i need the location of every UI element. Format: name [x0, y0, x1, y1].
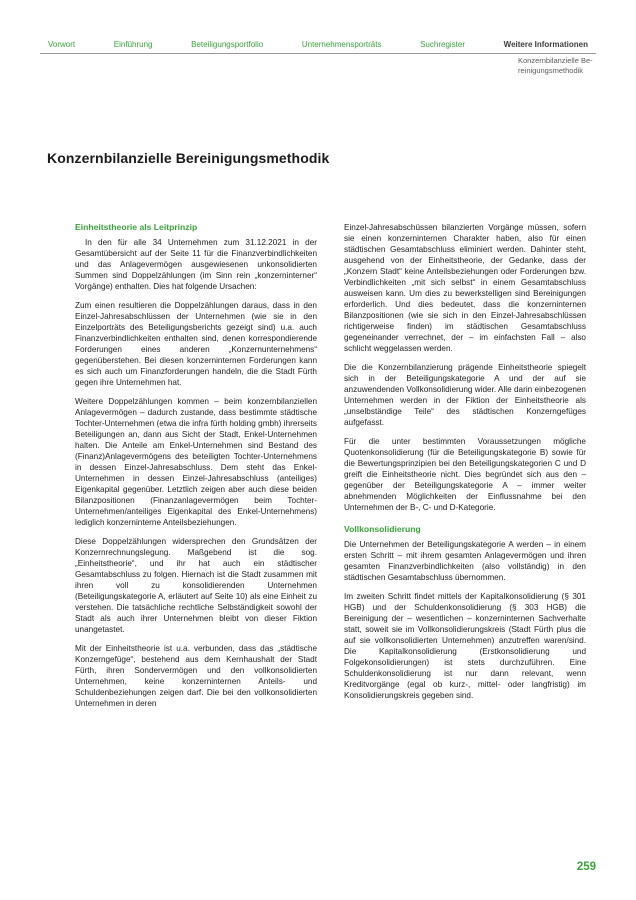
paragraph: Zum einen resultieren die Doppelzählungen daraus, dass in den Einzel-Jahresabschlüssen der Unternehmen (wie sie in den Einzelporträts des Beteiligungsberichts gezeigt sind) u.a. auch Finanzverbindlichkeiten enthalten sind, denen korrespondierende Forderungen eines anderen „Konzernunternehmens“ gegenüberstehen. Bei diesen konzerninternen Forderungen kann es sich auch um Finanzforderungen handeln, die die Stadt Fürth gegen ihre Unternehmen hat.: [75, 301, 317, 387]
top-navigation: [40, 40, 596, 54]
breadcrumb-line-2: reinigungsmethodik: [518, 65, 584, 75]
nav-item-vorwort[interactable]: Vorwort: [48, 40, 76, 49]
paragraph: Im zweiten Schritt findet mittels der Kapitalkonsolidierung (§ 301 HGB) und der Schuldenkonsolidierung (§ 303 HGB) die Bereinigung der – wesentlichen – konzerninternen Sachverhalte statt, soweit sie im Vollkonsolidierungskreis (Stadt Fürth plus die auf sie vollkonsolidierten Unternehmen) anzutreffen waren/sind. Die Kapitalkonsolidierung (Erstkonsolidierung und Folgekonsolidierungen) ist stets durchzuführen. Eine Schuldenkonsolidierung ist nur dann relevant, wenn Kreditvorgänge (egal ob kurz-, mittel- oder langfristig) im Konsolidierungskreis gegeben sind.: [344, 592, 586, 700]
paragraph: Diese Doppelzählungen widersprechen den Grundsätzen der Konzernrechnungslegung. Maßgebend ist die sog. „Einheitstheorie“, und ihr hat auch ein städtischer Gesamtabschluss zu folgen. Hiernach ist die Stadt zusammen mit ihren voll zu konsolidierenden Unternehmen (Beteiligungskategorie A, erläutert auf Seite 10) als eine Einheit zu verstehen. Die tatsächliche rechtliche Selbständigkeit sowohl der Stadt als auch ihrer Unternehmen bleibt von dieser Fiktion unangetastet.: [75, 537, 317, 634]
paragraph: Für die unter bestimmten Voraussetzungen mögliche Quotenkonsolidierung (für die Beteiligungskategorie B) sowie für die Bewertungsprinzipien bei den Beteiligungskategorien C und D greift die Einheitstheorie nicht. Dies begründet sich aus den – gegenüber der Beteiligungskategorie A – immer weiter abnehmenden Möglichkeiten der Einflussnahme bei den Unternehmen der B-, C- und D-Kategorie.: [344, 437, 586, 512]
left-column: [75, 222, 317, 717]
page-title: Konzernbilanzielle Bereinigungsmethodik: [47, 150, 330, 166]
breadcrumb-line-1: Konzernbilanzielle Be-: [518, 56, 593, 65]
nav-row: [48, 40, 588, 49]
page-number: 259: [576, 861, 596, 873]
nav-item-suchregister[interactable]: Suchregister: [420, 40, 466, 49]
paragraph: Die Unternehmen der Beteiligungskategorie A werden – in einem ersten Schritt – mit ihrem gesamten Anlagevermögen und ihren gesamten Finanzverbindlichkeiten (also vollständig) in den städtischen Gesamtabschluss übernommen.: [344, 540, 586, 582]
paragraph: Mit der Einheitstheorie ist u.a. verbunden, dass das „städtische Konzerngefüge“, bestehend aus dem Kernhaushalt der Stadt Fürth, ihren Sondervermögen und den vollkonsolidierten Unternehmen, keine konzerninternen Anteils- und Schuldenbeziehungen zeigen darf. Die bei den vollkonsolidierten Unternehmen in deren: [75, 644, 317, 708]
nav-item-weitere-informationen[interactable]: Weitere Informationen: [503, 40, 588, 49]
nav-item-beteiligungsportfolio[interactable]: Beteiligungsportfolio: [191, 40, 264, 49]
nav-item-einfuehrung[interactable]: Einführung: [113, 40, 153, 49]
right-column: [344, 222, 586, 717]
body-columns: [75, 222, 587, 717]
paragraph: In den für alle 34 Unternehmen zum 31.12.2021 in der Gesamtübersicht auf der Seite 11 für die Finanzverbindlichkeiten und das Anlagevermögen ausgewiesenen unkonsolidierten Summen sind Doppelzählungen (im Sinn rein „konzerninterner“ Vorgänge) enthalten. Dies hat folgende Ursachen:: [75, 238, 317, 291]
paragraph: Weitere Doppelzählungen kommen – beim konzernbilanziellen Anlagevermögen – dadurch zustande, dass bestimmte städtische Tochter-Unternehmen (etwa die infra fürth holding gmbh) ihrerseits Beteiligungen an, dann aus Sicht der Stadt, Enkel-Unternehmen halten. Die Anteile am Enkel-Unternehmen sind Bestand des (Finanz)Anlagevermögens des beteiligten Tochter-Unternehmens in dessen Einzel-Jahresabschluss. Dem steht das Enkel-Unternehmen in dessen Einzel-Jahresabschluss (anteiliges) Eigenkapital gegenüber. Letztlich zeigen aber auch diese beiden Bilanzpositionen (Finanzanlagevermögen beim Tochter-Unternehmen/anteiliges Eigenkapital des Enkel-Unternehmens) lediglich konzerninterne Anteilsbeziehungen.: [75, 397, 317, 527]
paragraph: Einzel-Jahresabschüssen bilanzierten Vorgänge müssen, sofern sie einen konzerninternen Charakter haben, also für einen städtischen Gesamtabschluss eliminiert werden. Dahinter steht, ausgehend von der Einheitstheorie, der Gedanke, dass der „Konzern Stadt“ keine Anteilsbeziehungen oder Forderungen bzw. Verbindlichkeiten „mit sich selbst“ in einem Gesamtabschluss ausweisen kann. Um dies zu bewerkstelligen sind Bereinigungen erforderlich. Und dies bedeutet, dass die konzerninternen Bilanzpositionen (wie sie sich in den Einzel-Jahresabschlüssen richtigerweise finden) im städtischen Gesamtabschluss gegeneinander verrechnet, der – im einfachsten Fall – also schlicht weggelassen werden.: [344, 223, 586, 353]
paragraph: Die die Konzernbilanzierung prägende Einheitstheorie spiegelt sich in der Beteiligungskategorie A und der auf sie anzuwendenden Vollkonsolidierung wider. Alle darin einbezogenen Unternehmen werden in der Fiktion der Einheitstheorie als „unselbständige Teile“ des städtischen Konzerngefüges aufgefasst.: [344, 363, 586, 427]
section-heading-vollkonsolidierung: Vollkonsolidierung: [344, 524, 421, 534]
nav-item-unternehmensportraets[interactable]: Unternehmensporträts: [301, 40, 382, 49]
breadcrumb: [518, 56, 608, 75]
section-heading-einheitstheorie: Einheitstheorie als Leitprinzip: [75, 222, 198, 232]
